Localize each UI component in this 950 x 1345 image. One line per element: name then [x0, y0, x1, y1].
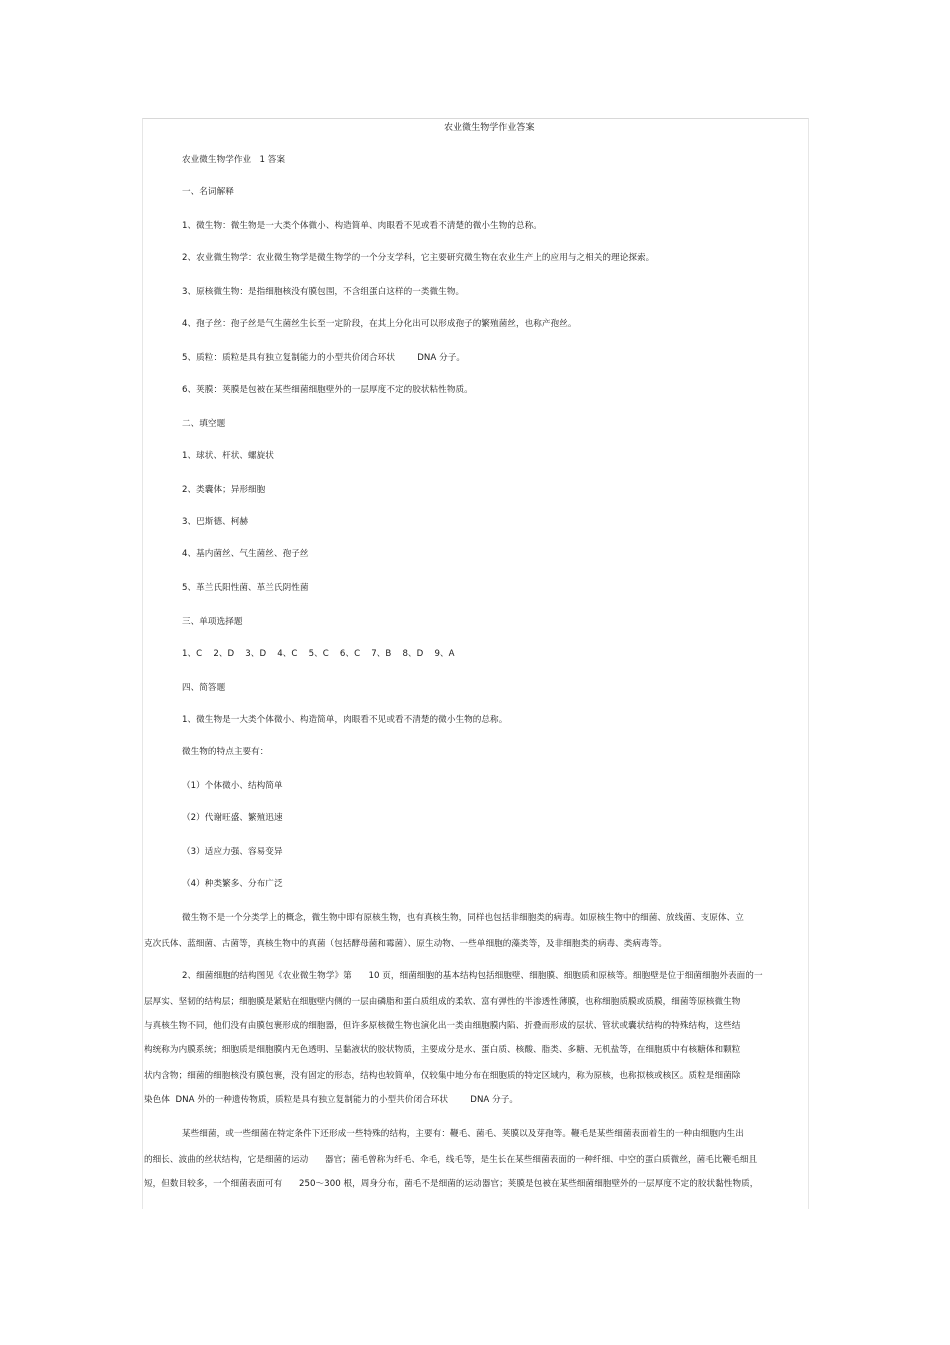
paragraph-line: 克次氏体、蓝细菌、古菌等，真核生物中的真菌（包括酵母菌和霉菌）、原生动物、一些单细胞的藻类等，及非细胞类的病毒、类病毒等。: [144, 939, 667, 949]
document-subtitle: 农业微生物学作业 1 答案: [182, 155, 286, 165]
features-intro: 微生物的特点主要有：: [182, 747, 269, 757]
fill-answer: 4、基内菌丝、气生菌丝、孢子丝: [182, 549, 309, 559]
paragraph-line: 微生物不是一个分类学上的概念，微生物中即有原核生物，也有真核生物，同样也包括非细胞类的病毒。如原核生物中的细菌、放线菌、支原体、立: [182, 913, 744, 923]
short-answer: 1、微生物是一大类个体微小、构造简单，肉眼看不见或看不清楚的微小生物的总称。: [182, 715, 508, 725]
paragraph-line: 与真核生物不同，他们没有由膜包裹形成的细胞器，但许多原核微生物也演化出一类由细胞膜内陷、折叠而形成的层状、管状或囊状结构的特殊结构，这些结: [144, 1021, 741, 1031]
feature-item: （1）个体微小、结构简单: [182, 781, 283, 791]
definition-item: 5、质粒：质粒是具有独立复制能力的小型共价闭合环状 DNA 分子。: [182, 353, 466, 363]
paragraph-line: 短，但数目较多，一个细菌表面可有 250～300 根，周身分布，菌毛不是细菌的运动器官；荚膜是包被在某些细菌细胞壁外的一层厚度不定的胶状黏性物质，: [144, 1179, 759, 1189]
feature-item: （4）种类繁多、分布广泛: [182, 879, 283, 889]
section-heading: 四、简答题: [182, 683, 226, 693]
paragraph-line: 2、细菌细胞的结构图见《农业微生物学》第 10 页，细菌细胞的基本结构包括细胞壁、细胞膜、细胞质和原核等。细胞壁是位于细菌细胞外表面的一: [182, 971, 763, 981]
fill-answer: 2、类囊体；异形细胞: [182, 485, 266, 495]
fill-answer: 1、球状、杆状、螺旋状: [182, 451, 274, 461]
choice-answers: 1、C 2、D 3、D 4、C 5、C 6、C 7、B 8、D 9、A: [182, 649, 455, 659]
feature-item: （2）代谢旺盛、繁殖迅速: [182, 813, 283, 823]
paragraph-line: 某些细菌，或一些细菌在特定条件下还形成一些特殊的结构，主要有：鞭毛、菌毛、荚膜以及芽孢等。鞭毛是某些细菌表面着生的一种由细胞内生出: [182, 1129, 744, 1139]
paragraph-line: 的细长、波曲的丝状结构，它是细菌的运动 器官；菌毛曾称为纤毛、伞毛，线毛等，是生长在某些细菌表面的一种纤细、中空的蛋白质微丝，菌毛比鞭毛细且: [144, 1155, 758, 1165]
paragraph-line: 染色体 DNA 外的一种遗传物质，质粒是具有独立复制能力的小型共价闭合环状 DNA 分子。: [144, 1095, 519, 1105]
fill-answer: 5、革兰氏阳性菌、革兰氏阴性菌: [182, 583, 309, 593]
section-heading: 三、单项选择题: [182, 617, 243, 627]
paragraph-line: 状内含物；细菌的细胞核没有膜包裹，没有固定的形态，结构也较简单，仅较集中地分布在细胞质的特定区域内，称为原核，也称拟核或核区。质粒是细菌除: [144, 1071, 741, 1081]
definition-item: 3、原核微生物：是指细胞核没有膜包围，不含组蛋白这样的一类微生物。: [182, 287, 465, 297]
definition-item: 4、孢子丝：孢子丝是气生菌丝生长至一定阶段，在其上分化出可以形成孢子的繁殖菌丝，也称产孢丝。: [182, 319, 577, 329]
definition-item: 2、农业微生物学：农业微生物学是微生物学的一个分支学科，它主要研究微生物在农业生产上的应用与之相关的理论探索。: [182, 253, 655, 263]
document-title: 农业微生物学作业答案: [444, 123, 535, 133]
section-heading: 二、填空题: [182, 419, 226, 429]
paragraph-line: 构统称为内膜系统；细胞质是细胞膜内无色透明、呈黏液状的胶状物质，主要成分是水、蛋白质、核酸、脂类、多糖、无机盐等，在细胞质中有核糖体和颗粒: [144, 1045, 741, 1055]
feature-item: （3）适应力强、容易变异: [182, 847, 283, 857]
section-heading: 一、名词解释: [182, 187, 234, 197]
fill-answer: 3、巴斯德、柯赫: [182, 517, 249, 527]
paragraph-line: 层厚实、坚韧的结构层；细胞膜是紧贴在细胞壁内侧的一层由磷脂和蛋白质组成的柔软、富有弹性的半渗透性薄膜，也称细胞质膜或质膜，细菌等原核微生物: [144, 997, 741, 1007]
definition-item: 1、微生物：微生物是一大类个体微小、构造简单、肉眼看不见或看不清楚的微小生物的总称。: [182, 221, 542, 231]
definition-item: 6、荚膜：荚膜是包被在某些细菌细胞壁外的一层厚度不定的胶状粘性物质。: [182, 385, 473, 395]
